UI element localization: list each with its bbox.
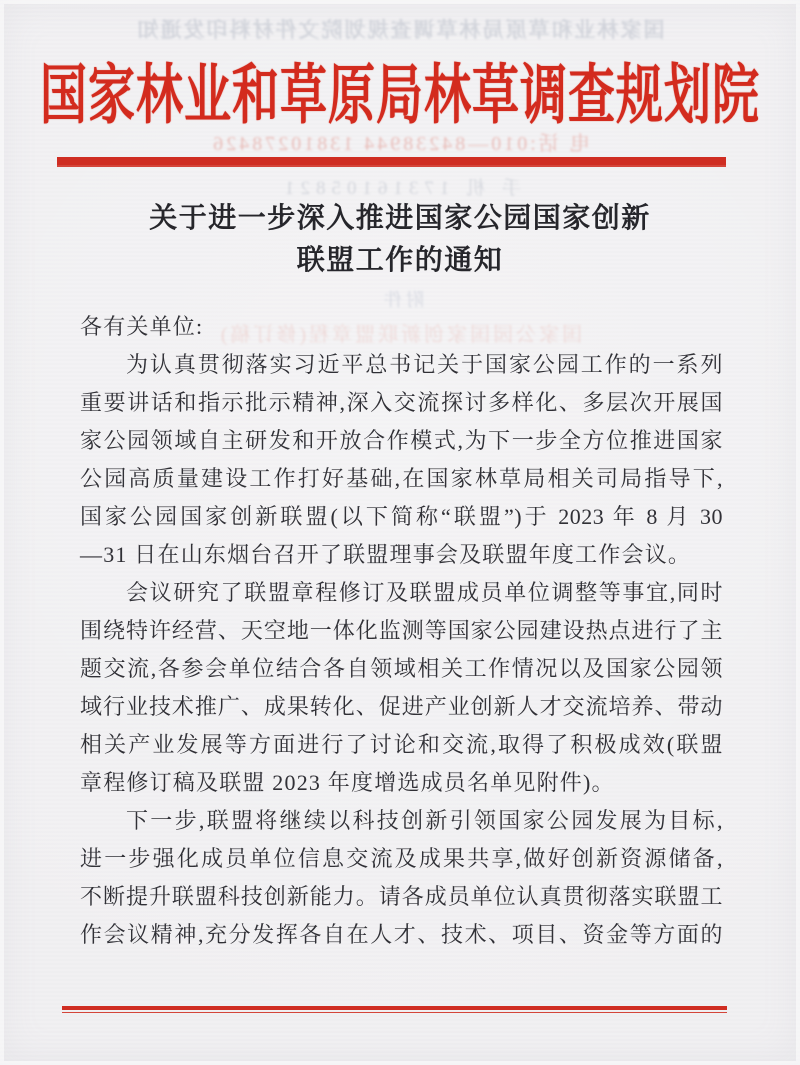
letterhead-title: 国家林业和草原局林草调查规划院 <box>40 60 760 133</box>
body-line: 重要讲话和指示批示精神,深入交流探讨多样化、多层次开展国 <box>80 390 723 415</box>
body-line: 各有关单位: <box>80 314 204 339</box>
body-line: 为认真贯彻落实习近平总书记关于国家公园工作的一系列 <box>126 352 723 377</box>
body-line: 家公园领域自主研发和开放合作模式,为下一步全方位推进国家 <box>80 428 723 453</box>
bleed-through-contact-text: 电 话:010—84238944 13810278426 <box>210 133 590 155</box>
red-footer-divider-line <box>62 1006 727 1010</box>
body-line: —31 日在山东烟台召开了联盟理事会及联盟年度工作会议。 <box>80 542 692 567</box>
body-line: 下一步,联盟将继续以科技创新引领国家公园发展为目标, <box>126 808 723 833</box>
body-line: 进一步强化成员单位信息交流及成果共享,做好创新资源储备, <box>80 846 723 871</box>
bleed-through-mobile-text: 手 机 17316105821 <box>279 178 522 199</box>
red-header-divider-line <box>57 156 726 165</box>
body-line: 会议研究了联盟章程修订及联盟成员单位调整等事宜,同时 <box>126 580 723 605</box>
document-title-line-1: 关于进一步深入推进国家公园国家创新 <box>149 203 651 234</box>
body-line: 域行业技术推广、成果转化、促进产业创新人才交流培养、带动 <box>80 694 723 719</box>
bleed-through-red-text: 国家公园国家创新联盟章程(修订稿) <box>217 324 583 346</box>
body-line: 章程修订稿及联盟 2023 年度增选成员名单见附件)。 <box>80 770 615 795</box>
body-line: 国家公园国家创新联盟(以下简称“联盟”)于 2023 年 8 月 30 <box>80 504 723 529</box>
body-line: 作会议精神,充分发挥各自在人才、技术、项目、资金等方面的 <box>80 922 723 947</box>
body-line: 相关产业发展等方面进行了讨论和交流,取得了积极成效(联盟 <box>80 732 723 757</box>
body-line: 题交流,各参会单位结合各自领域相关工作情况以及国家公园领 <box>80 656 723 681</box>
body-line: 公园高质量建设工作打好基础,在国家林草局相关司局指导下, <box>80 466 723 491</box>
bleed-through-top-text: 国家林业和草原局林草调查规划院文件材料印发通知 <box>135 18 665 42</box>
body-line: 围绕特许经营、天空地一体化监测等国家公园建设热点进行了主 <box>80 618 723 643</box>
document-title <box>0 198 800 282</box>
bleed-through-attachment-text: 附件 <box>380 290 424 310</box>
body-line: 不断提升联盟科技创新能力。请各成员单位认真贯彻落实联盟工 <box>80 884 723 909</box>
body-lines <box>80 308 723 954</box>
document-title-line-2: 联盟工作的通知 <box>296 245 504 276</box>
